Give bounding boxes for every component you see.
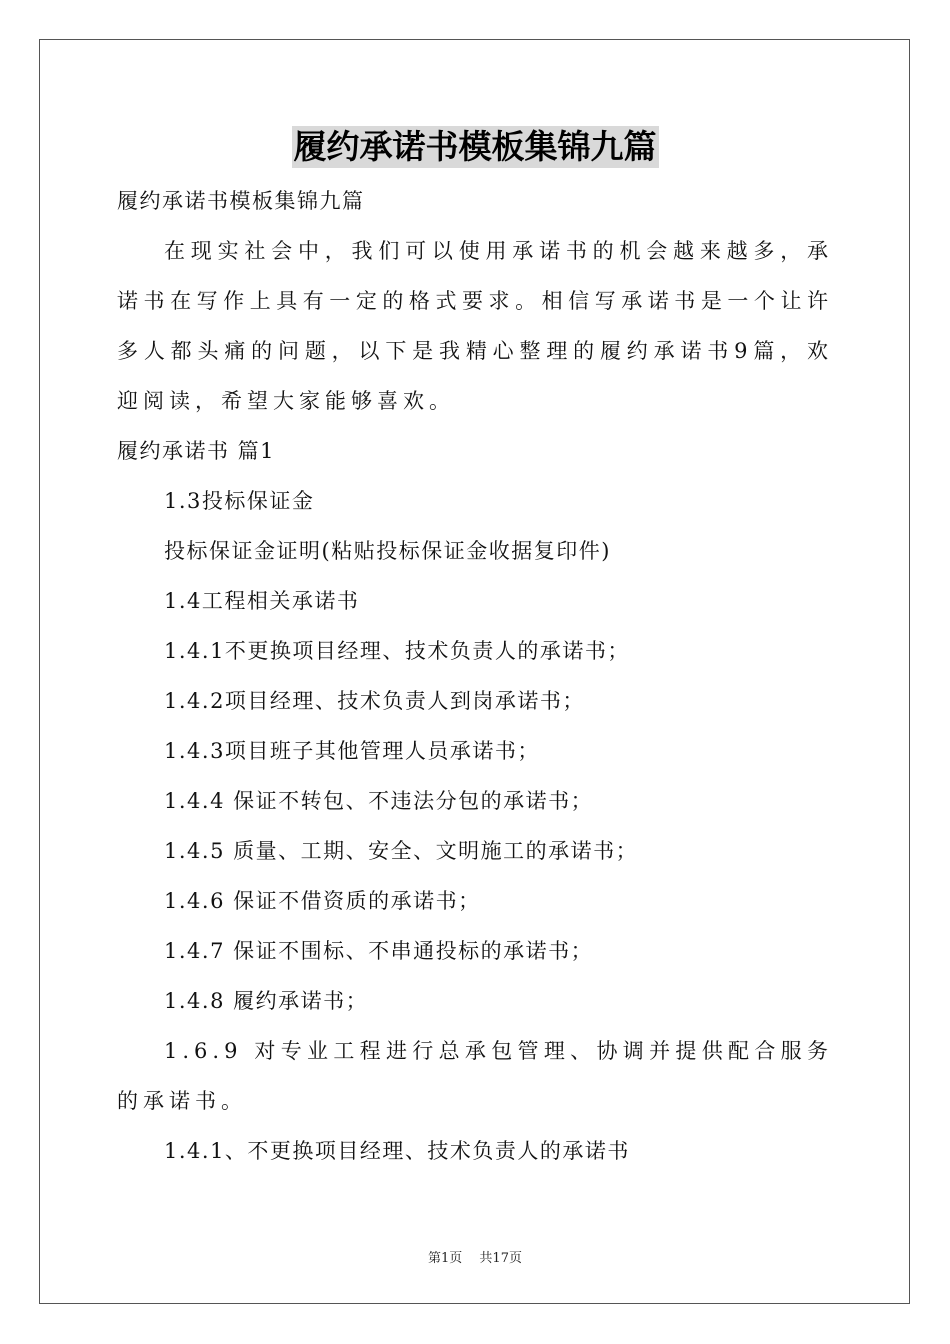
list-item: 1.4.3项目班子其他管理人员承诺书；	[164, 739, 540, 763]
section-heading: 履约承诺书 篇1	[117, 439, 276, 463]
list-item: 投标保证金证明(粘贴投标保证金收据复印件)	[164, 539, 611, 563]
document-title: 履约承诺书模板集锦九篇	[293, 127, 657, 166]
list-item: 1.3投标保证金	[164, 489, 315, 513]
title-wrap	[0, 126, 950, 168]
document-subtitle: 履约承诺书模板集锦九篇	[117, 189, 365, 213]
list-item: 1.4.5 质量、工期、安全、文明施工的承诺书；	[164, 839, 639, 863]
list-item: 1.4.4 保证不转包、不违法分包的承诺书；	[164, 789, 594, 813]
document-body	[117, 176, 833, 1176]
list-item: 1.4.6 保证不借资质的承诺书；	[164, 889, 481, 913]
list-item: 1.4工程相关承诺书	[164, 589, 360, 613]
page-number: 第1页 共17页	[428, 1251, 522, 1266]
long-list-item: 1.6.9 对专业工程进行总承包管理、协调并提供配合服务的承诺书。	[117, 1039, 833, 1113]
intro-paragraph: 在现实社会中，我们可以使用承诺书的机会越来越多，承诺书在写作上具有一定的格式要求。相信写承诺书是一个让许多人都头痛的问题，以下是我精心整理的履约承诺书9篇，欢迎阅读，希望大家能够喜欢。	[117, 239, 833, 413]
list-item: 1.4.7 保证不围标、不串通投标的承诺书；	[164, 939, 594, 963]
list-item: 1.4.1、不更换项目经理、技术负责人的承诺书	[164, 1139, 630, 1163]
list-item: 1.4.8 履约承诺书；	[164, 989, 369, 1013]
list-item: 1.4.1不更换项目经理、技术负责人的承诺书；	[164, 639, 630, 663]
list-item: 1.4.2项目经理、技术负责人到岗承诺书；	[164, 689, 585, 713]
